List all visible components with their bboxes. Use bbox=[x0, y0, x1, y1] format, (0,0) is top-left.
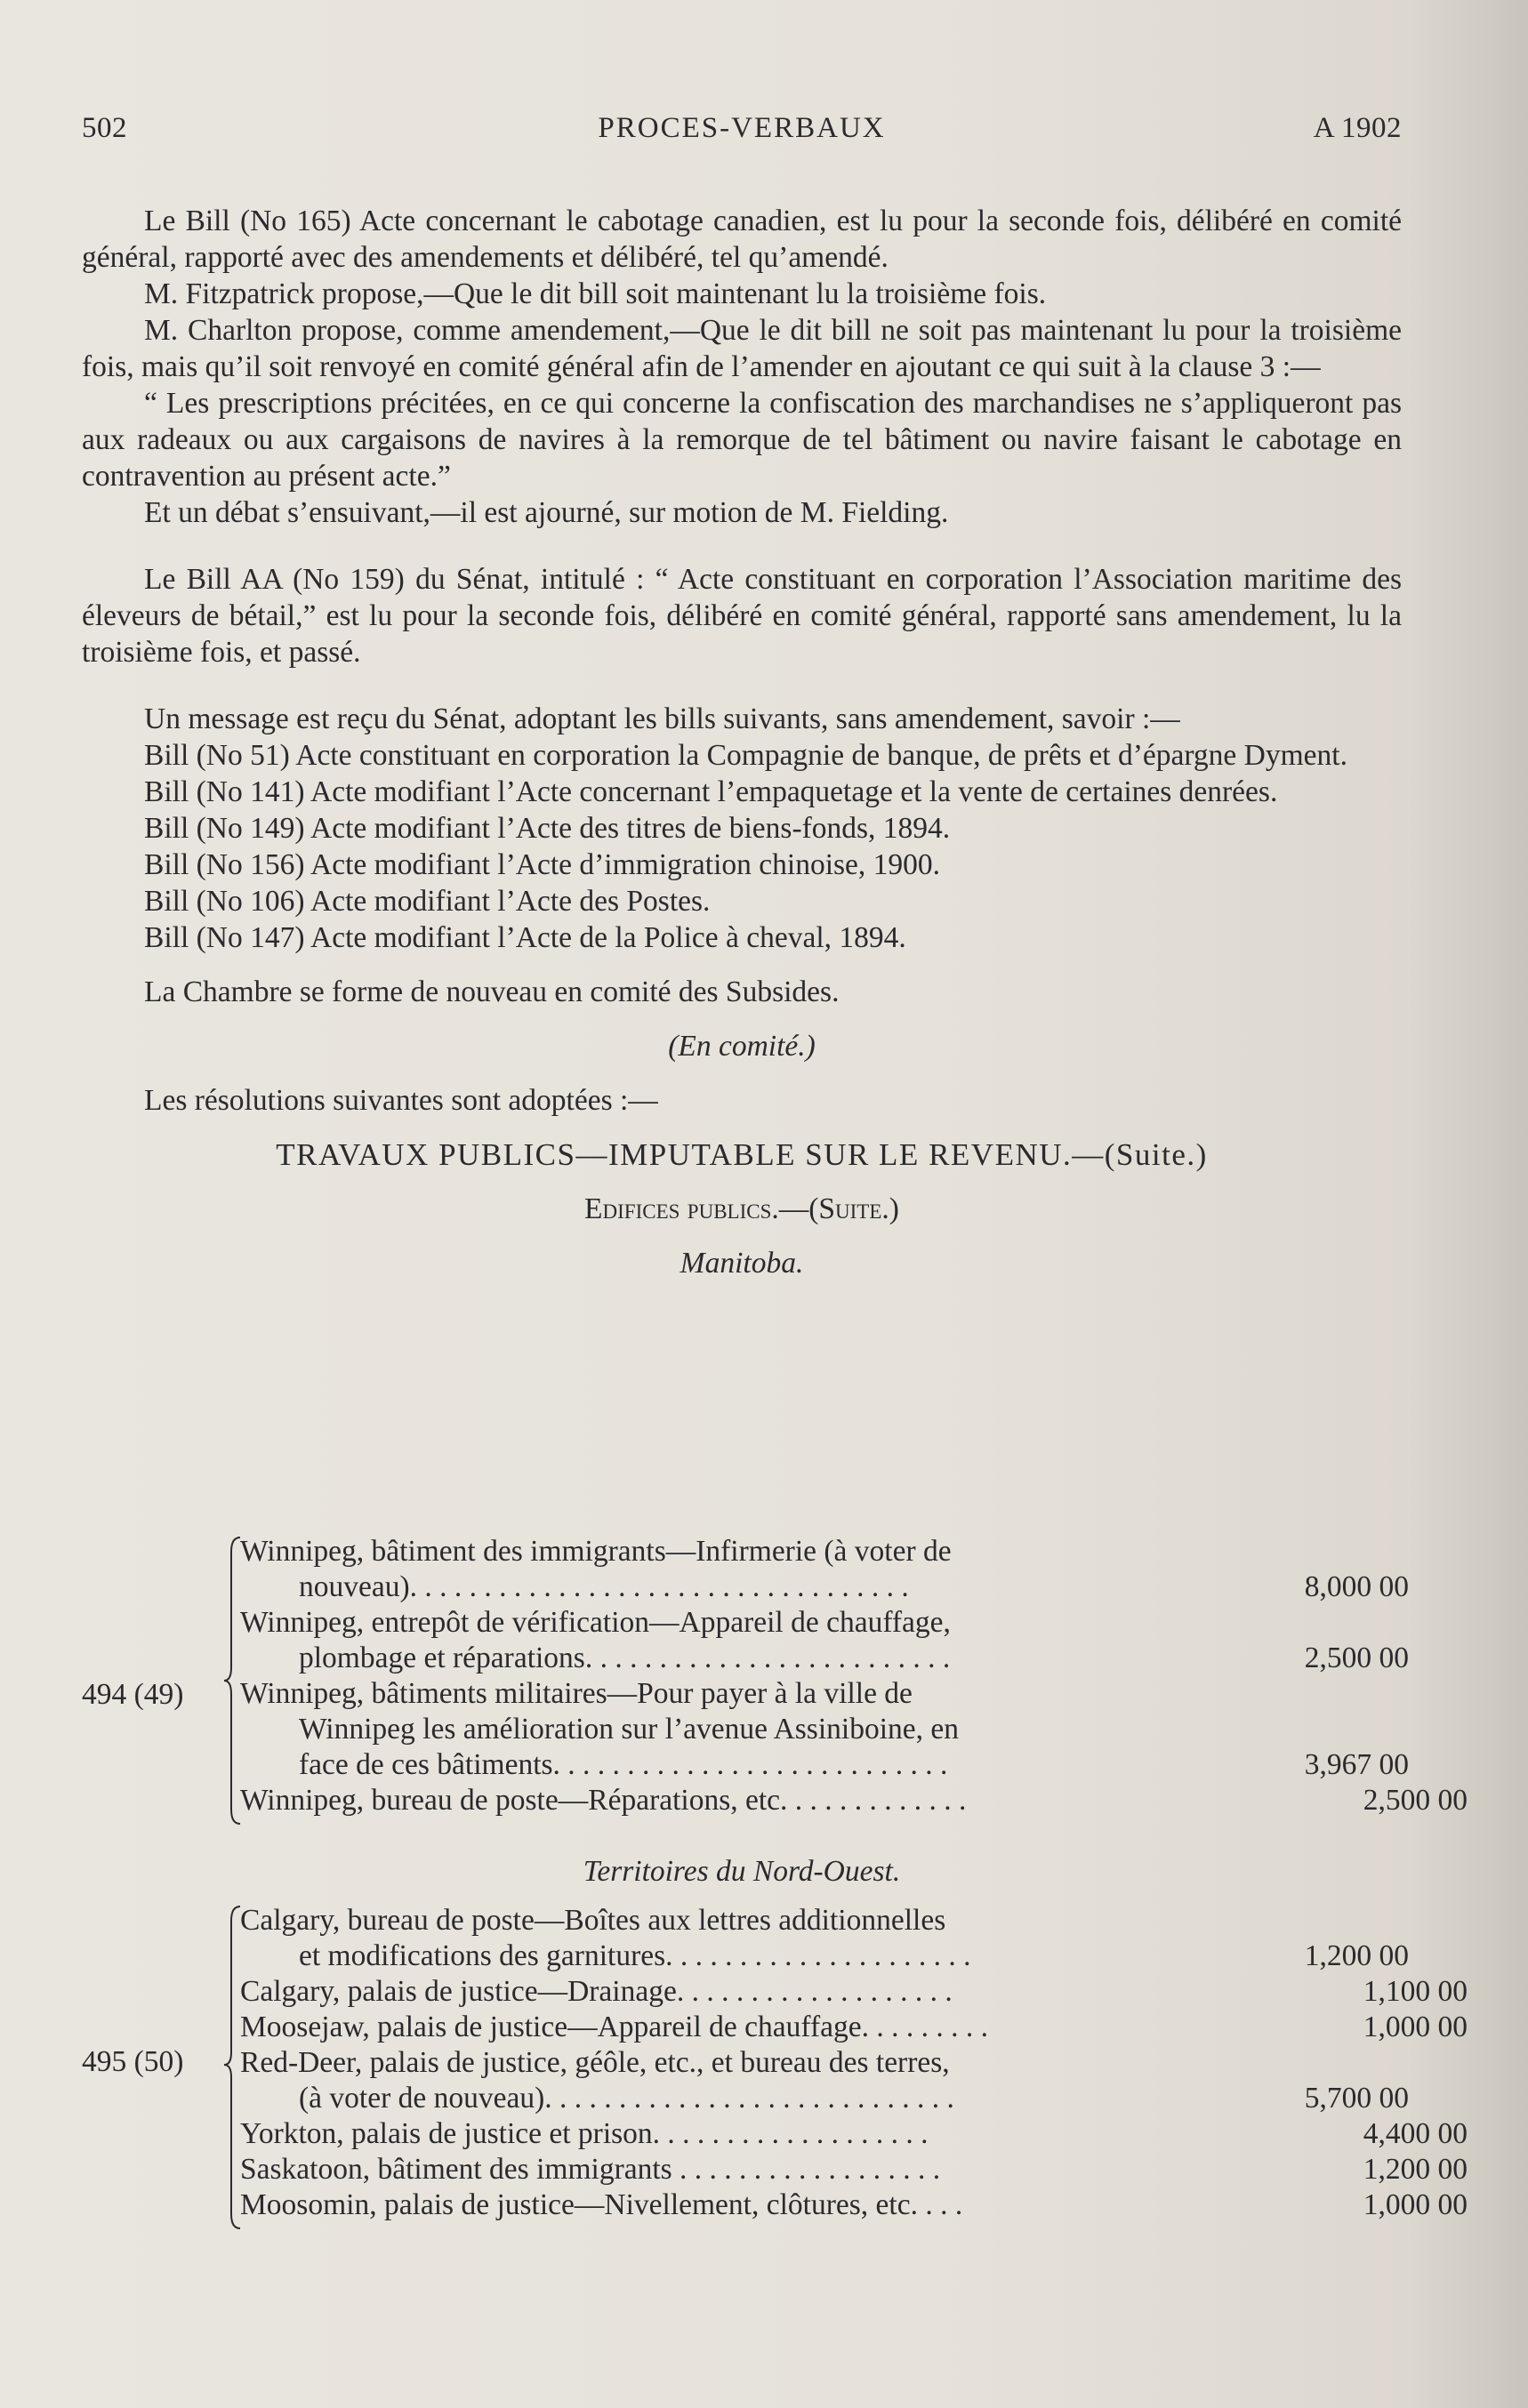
estimate-lines bbox=[240, 1903, 1468, 2223]
paragraph: La Chambre se forme de nouveau en comité des Subsides. bbox=[144, 975, 840, 1008]
estimate-line: Calgary, palais de justice—Drainage. . . . . . . . . . . . . . . . . . . 1,100 00 bbox=[240, 1975, 1468, 2008]
estimate-line: Winnipeg les amélioration sur l’avenue Assiniboine, en bbox=[299, 1713, 959, 1746]
vote-number: 495 (50) bbox=[82, 2045, 184, 2078]
paragraph: Les résolutions suivantes sont adoptées :— bbox=[144, 1084, 658, 1117]
page-year: A 1902 bbox=[1313, 112, 1402, 144]
estimate-line: Winnipeg, bâtiment des immigrants—Infirmerie (à voter de bbox=[240, 1535, 952, 1568]
paragraph: Bill (No 106) Acte modifiant l’Acte des Postes. bbox=[144, 885, 711, 918]
paragraph: Un message est reçu du Sénat, adoptant les bills suivants, sans amendement, savoir :— bbox=[144, 702, 1180, 735]
estimate-line: Winnipeg, entrepôt de vérification—Appareil de chauffage, bbox=[240, 1606, 951, 1639]
estimate-line: Yorkton, palais de justice et prison. . . . . . . . . . . . . . . . . . . 4,400 00 bbox=[240, 2117, 1468, 2150]
estimate-line: plombage et réparations. . . . . . . . . . . . . . . . . . . . . . . . . 2,500 00 bbox=[299, 1641, 1409, 1674]
estimate-line: et modifications des garnitures. . . . . . . . . . . . . . . . . . . . . 1,200 00 bbox=[299, 1939, 1409, 1972]
estimate-line: Winnipeg, bureau de poste—Réparations, etc. . . . . . . . . . . . . 2,500 00 bbox=[240, 1784, 1468, 1817]
estimate-line: Moosejaw, palais de justice—Appareil de chauffage. . . . . . . . . 1,000 00 bbox=[240, 2011, 1468, 2043]
paragraph: Bill (No 141) Acte modifiant l’Acte concernant l’empaquetage et la vente de certaines denrées. bbox=[144, 775, 1278, 808]
estimate-lines bbox=[240, 1534, 1468, 1818]
paragraph: “ Les prescriptions précitées, en ce qui concerne la confiscation des marchandises ne s’appliqueront pas aux radeaux ou aux cargaisons de navires à la remorque de tel bâtiment ou navire faisant le cabotage en contravention au présent acte.” bbox=[82, 387, 1402, 493]
paragraph: Bill (No 51) Acte constituant en corporation la Compagnie de banque, de prêts et d’épargne Dyment. bbox=[144, 739, 1347, 772]
estimate-line: Red-Deer, palais de justice, géôle, etc., et bureau des terres, bbox=[240, 2046, 950, 2079]
vote-number: 494 (49) bbox=[82, 1678, 184, 1711]
estimate-line: Moosomin, palais de justice—Nivellement, clôtures, etc. . . . 1,000 00 bbox=[240, 2188, 1468, 2221]
estimate-line: Winnipeg, bâtiments militaires—Pour payer à la ville de bbox=[240, 1677, 913, 1710]
estimate-line: Calgary, bureau de poste—Boîtes aux lettres additionnelles bbox=[240, 1904, 946, 1937]
estimate-line: face de ces bâtiments. . . . . . . . . . . . . . . . . . . . . . . . . . . 3,967 00 bbox=[299, 1748, 1409, 1781]
paragraph: Bill (No 149) Acte modifiant l’Acte des titres de biens-fonds, 1894. bbox=[144, 812, 951, 845]
paragraph: Bill (No 147) Acte modifiant l’Acte de la Police à cheval, 1894. bbox=[144, 921, 906, 954]
paragraph: Bill (No 156) Acte modifiant l’Acte d’immigration chinoise, 1900. bbox=[144, 848, 941, 881]
region-heading: Manitoba. bbox=[680, 1247, 804, 1280]
estimate-line: (à voter de nouveau). . . . . . . . . . . . . . . . . . . . . . . . . . . . 5,700 00 bbox=[299, 2082, 1409, 2115]
brace-icon bbox=[224, 1903, 242, 2232]
manitoba-estimates bbox=[82, 1534, 1468, 1827]
estimate-line: nouveau). . . . . . . . . . . . . . . . . . . . . . . . . . . . . . . . . . 8,000 00 bbox=[299, 1570, 1409, 1603]
subsection-heading: Edifices publics.—(Suite.) bbox=[584, 1192, 899, 1225]
paragraph: Et un débat s’ensuivant,—il est ajourné, sur motion de M. Fielding. bbox=[144, 496, 949, 529]
page-number: 502 bbox=[82, 112, 127, 144]
page-header bbox=[82, 112, 1402, 151]
brace-icon bbox=[224, 1534, 242, 1827]
estimate-line: Saskatoon, bâtiment des immigrants . . . . . . . . . . . . . . . . . . 1,200 00 bbox=[240, 2153, 1468, 2186]
section-heading: TRAVAUX PUBLICS—IMPUTABLE SUR LE REVENU.—(Suite.) bbox=[276, 1137, 1208, 1172]
paragraph: Le Bill AA (No 159) du Sénat, intitulé : “ Acte constituant en corporation l’Association maritime des éleveurs de bétail,” est lu pour la seconde fois, délibéré en comité général, rapporté sans amendement, lu la troisième fois, et passé. bbox=[82, 563, 1402, 669]
region-heading-territoires: Territoires du Nord-Ouest. bbox=[583, 1855, 901, 1888]
territoires-estimates bbox=[82, 1903, 1468, 2232]
paragraph: Le Bill (No 165) Acte concernant le cabotage canadien, est lu pour la seconde fois, délibéré en comité général, rapporté avec des amendements et délibéré, tel qu’amendé. bbox=[82, 205, 1402, 274]
paragraph: M. Fitzpatrick propose,—Que le dit bill soit maintenant lu la troisième fois. bbox=[144, 277, 1047, 310]
page-title: PROCES-VERBAUX bbox=[598, 112, 886, 144]
section-note: (En comité.) bbox=[668, 1030, 816, 1063]
paragraph: M. Charlton propose, comme amendement,—Que le dit bill ne soit pas maintenant lu pour la troisième fois, mais qu’il soit renvoyé en comité général afin de l’amender en ajoutant ce qui suit à la clause 3 :— bbox=[82, 314, 1402, 383]
body-text bbox=[82, 203, 1402, 1281]
